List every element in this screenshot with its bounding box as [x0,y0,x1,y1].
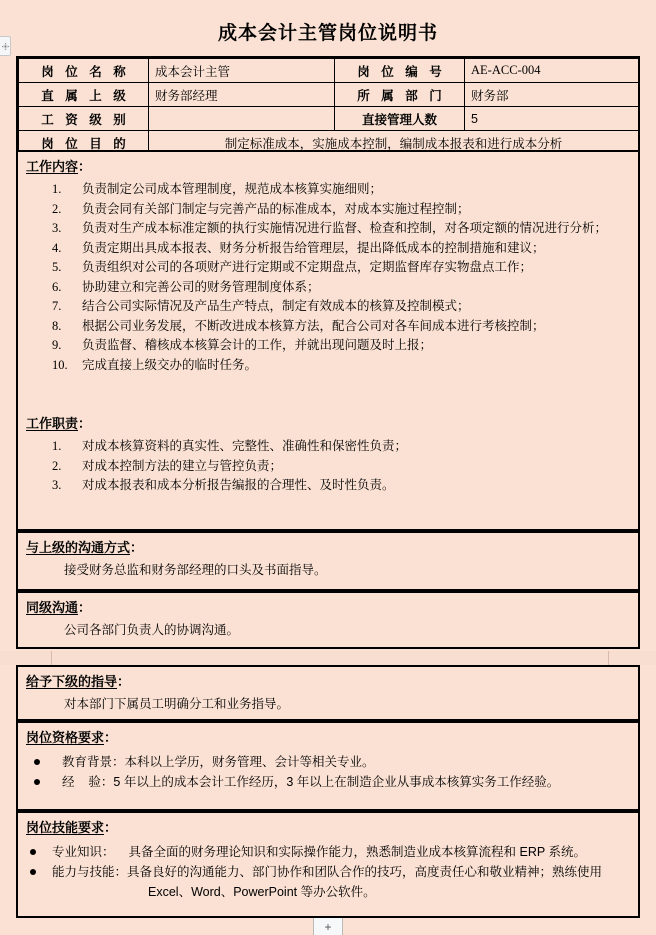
page-break-gap [0,651,656,665]
list-item [28,862,638,902]
qualification-separator: ： [112,755,125,769]
skill-text: 具备良好的沟通能力、部门协作和团队合作的技巧，高度责任心和敬业精神；熟练使用 [127,865,603,879]
skills-block [16,811,640,918]
qualifications-list [18,752,638,792]
heading-colon: ： [78,416,92,431]
info-table [18,58,639,155]
list-item: 根据公司业务发展，不断改进成本核算方法，配合公司对各车间成本进行考核控制； [82,318,545,333]
list-item: 对成本报表和成本分析报告编报的合理性、及时性负责。 [82,478,395,492]
qualification-text: 5 年以上的成本会计工作经历，3 年以上在制造企业从事成本核算实务工作经验。 [113,775,560,789]
list-item: 结合公司实际情况及产品生产特点，制定有效成本的核算及控制模式； [82,299,470,313]
label-job-purpose: 岗 位 目 的 [19,131,149,155]
list-item: 对成本核算资料的真实性、完整性、准确性和保密性负责； [82,439,408,453]
list-item: 负责对生产成本标准定额的执行实施情况进行监督、检查和控制，对各项定额的情况进行分析； [82,221,608,235]
section-heading-peer-communication [18,593,638,618]
heading-colon: ： [130,540,144,555]
peer-communication-block [16,591,640,649]
heading-text: 与上级的沟通方式 [26,540,131,555]
value-department[interactable]: 财务部 [465,83,639,107]
table-row [19,83,639,107]
label-job-name: 岗 位 名 称 [19,59,149,83]
skill-term: 能力与技能： [52,865,128,879]
qualification-term: 教育背景 [62,755,113,769]
qualification-separator: ： [100,775,114,789]
work-content-list [18,180,638,375]
peer-communication-text: 公司各部门负责人的协调沟通。 [64,623,240,637]
value-direct-superior[interactable]: 财务部经理 [149,83,335,107]
section-heading-qualifications [18,723,638,748]
downward-guidance-block [16,665,640,721]
heading-colon: ： [104,820,118,835]
heading-text: 同级沟通 [26,600,79,615]
table-row [19,107,639,131]
list-item: 完成直接上级交办的临时任务。 [82,357,258,372]
label-department: 所 属 部 门 [335,83,465,107]
heading-text: 工作职责 [26,416,79,431]
page-title: 成本会计主管岗位说明书 [217,23,438,44]
page-break-tick [51,651,52,665]
value-job-purpose[interactable]: 制定标准成本，实施成本控制，编制成本报表和进行成本分析 [149,131,639,155]
list-item: 负责组织对公司的各项财产进行定期或不定期盘点，定期监督库存实物盘点工作； [82,260,533,274]
work-content-block [16,150,640,531]
list-item: 协助建立和完善公司的财务管理制度体系； [82,279,320,294]
heading-colon: ： [104,730,118,745]
downward-guidance-text: 对本部门下属员工明确分工和业务指导。 [64,697,290,711]
section-heading-downward-guidance [18,667,638,692]
heading-text: 工作内容 [26,159,79,174]
value-salary-grade[interactable] [149,107,335,131]
skill-term: 专业知识： [52,845,115,859]
section-heading-work-content [18,152,638,177]
value-direct-reports[interactable]: 5 [465,107,639,131]
section-heading-work-duties [18,409,638,434]
section-heading-upward-communication [18,533,638,558]
label-salary-grade: 工 资 级 别 [19,107,149,131]
label-direct-reports: 直接管理人数 [335,107,465,131]
skill-text: 具备全面的财务理论知识和实际操作能力，熟悉制造业成本核算流程和 ERP 系统。 [128,845,586,859]
label-job-code: 岗 位 编 号 [335,59,465,83]
list-item [28,842,638,862]
upward-communication-block [16,531,640,591]
value-job-name[interactable]: 成本会计主管 [149,59,335,83]
list-item: 对成本控制方法的建立与管控负责； [82,458,283,473]
list-item [32,752,638,772]
work-duties-list [18,437,638,496]
list-item: 负责监督、稽核成本核算会计的工作，并就出现问题及时上报； [82,338,433,352]
heading-text: 岗位资格要求 [26,730,105,745]
value-job-code[interactable]: AE-ACC-004 [465,59,639,83]
list-item [32,772,638,792]
table-row [19,59,639,83]
list-item: 负责定期出具成本报表、财务分析报告给管理层，提出降低成本的控制措施和建议； [82,240,545,255]
skills-list [18,842,638,902]
section-heading-skills [18,813,638,838]
upward-communication-text: 接受财务总监和财务部经理的口头及书面指导。 [64,563,327,577]
heading-colon: ： [78,600,92,615]
label-direct-superior: 直 属 上 级 [19,83,149,107]
page-break-tick [608,651,609,665]
list-item: 负责会同有关部门制定与完善产品的标准成本，对成本实施过程控制； [82,201,470,216]
qualification-term: 经 验 [62,775,101,789]
skill-text-continued: Excel、Word、PowerPoint 等办公软件。 [148,885,376,899]
qualifications-block [16,721,640,811]
bottom-bar [0,918,656,935]
qualification-text: 本科以上学历，财务管理、会计等相关专业。 [124,755,375,769]
heading-text: 给予下级的指导 [26,674,118,689]
add-row-button[interactable]: + [313,918,343,935]
heading-colon: ： [117,674,131,689]
heading-colon: ： [78,159,92,174]
heading-text: 岗位技能要求 [26,820,105,835]
info-table-block [16,56,640,157]
list-item: 负责制定公司成本管理制度，规范成本核算实施细则； [82,182,383,196]
